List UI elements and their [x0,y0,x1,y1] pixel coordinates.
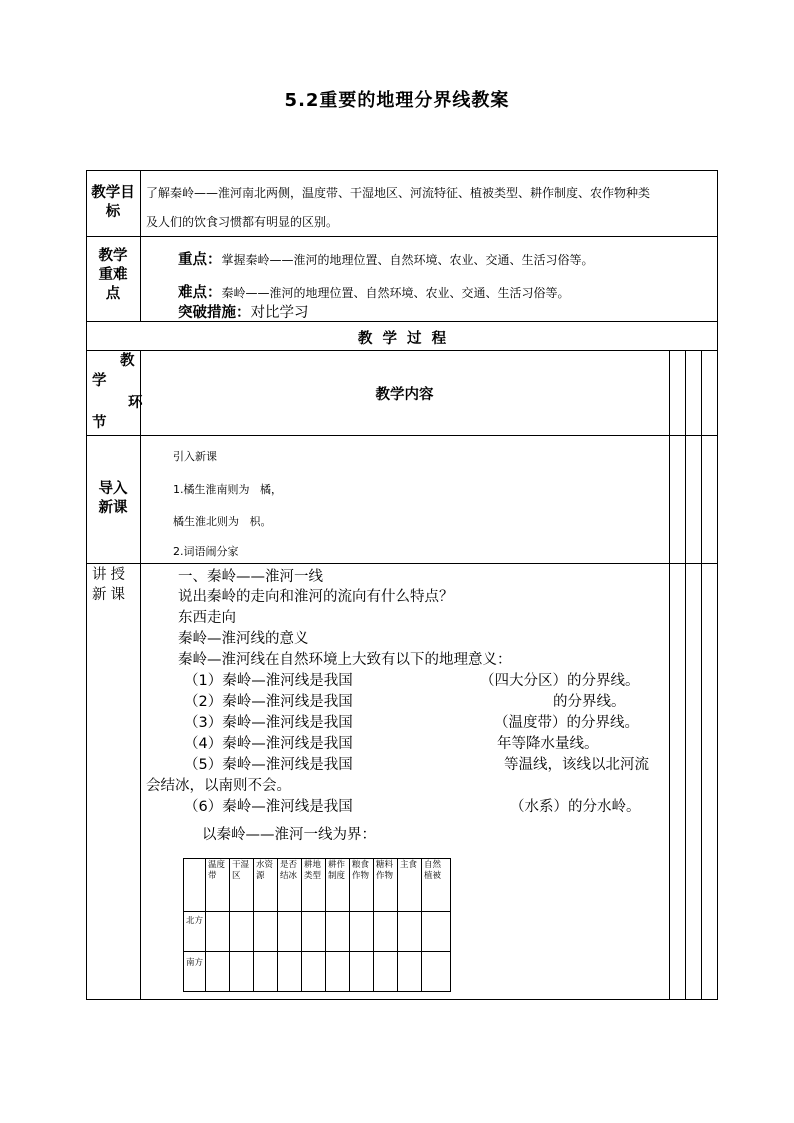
header-cell: 水资源 [254,859,278,912]
difficulty-line [178,281,570,302]
meaning-item-2: （2）秦岭—淮河线是我国 [184,694,353,710]
comparison-row-north [184,912,451,952]
meaning-intro: 秦岭—淮河线在自然环境上大致有以下的地理意义： [178,652,512,668]
meaning-item-5: （5）秦岭—淮河线是我国 [184,757,353,773]
meaning-item-6-tail: （水系）的分水岭。 [510,799,641,815]
header-cell: 自然植被 [422,859,451,912]
intro-line-4: 2.词语闹分家 [173,545,239,558]
lecture-answer: 东西走向 [178,610,236,626]
process-header: 教 学 过 程 [357,331,447,347]
intro-line-1: 引入新课 [173,450,217,463]
meaning-title: 秦岭—淮河线的意义 [178,631,309,647]
meaning-item-4-tail: 年等降水量线。 [497,736,599,752]
boundary-text: 以秦岭——淮河一线为界： [202,827,376,843]
difficulty-label: 难点： [178,285,222,301]
meaning-item-3: （3）秦岭—淮河线是我国 [184,715,353,731]
objectives-line-2: 及人们的饮食习惯都有明显的区别。 [146,215,339,229]
comparison-row-south [184,952,451,992]
header-cell: 耕作制度 [326,859,350,912]
key-point-label: 重点： [178,252,222,268]
corner-cell [184,859,206,912]
objectives-label: 教学目标 [91,185,135,220]
header-cell: 粮食作物 [350,859,374,912]
key-points-label: 教学重难点 [98,248,128,302]
lecture-label: 讲授新课 [92,567,129,603]
header-cell: 耕地类型 [302,859,326,912]
row-label-south: 南方 [184,952,206,992]
meaning-item-5-wrap: 会结冰，以南则不会。 [146,778,291,794]
page-title: 5.2重要的地理分界线教案 [284,90,510,111]
meaning-item-6: （6）秦岭—淮河线是我国 [184,799,353,815]
comparison-header-row [184,859,451,912]
lecture-heading: 一、秦岭——淮河一线 [178,569,323,585]
meaning-item-2-tail: 的分界线。 [553,694,626,710]
row-label-north: 北方 [184,912,206,952]
intro-label: 导入新课 [98,481,128,516]
lecture-question: 说出秦岭的走向和淮河的流向有什么特点？ [178,589,454,605]
meaning-item-1-tail: （四大分区）的分界线。 [480,673,640,689]
header-cell: 是否结冰 [278,859,302,912]
stage-label: 教 学 环 节 [92,353,143,431]
key-point-line [178,248,594,269]
header-cell: 糖料作物 [374,859,398,912]
header-cell: 温度带 [206,859,230,912]
content-header: 教学内容 [375,387,434,403]
header-cell: 主食 [398,859,422,912]
measure-text: 对比学习 [250,305,309,321]
difficulty-text: 秦岭——淮河的地理位置、自然环境、农业、交通、生活习俗等。 [221,286,570,300]
key-point-text: 掌握秦岭——淮河的地理位置、自然环境、农业、交通、生活习俗等。 [221,253,594,267]
meaning-item-5-tail: 等温线，该线以北河流 [504,757,649,773]
comparison-table [183,858,451,992]
intro-line-3: 橘生淮北则为 枳。 [173,515,272,528]
measure-label: 突破措施： [178,305,251,321]
objectives-line-1: 了解秦岭——淮河南北两侧，温度带、干湿地区、河流特征、植被类型、耕作制度、农作物种类 [146,186,651,200]
header-cell: 干湿区 [230,859,254,912]
meaning-item-4: （4）秦岭—淮河线是我国 [184,736,353,752]
intro-line-2: 1.橘生淮南则为 橘， [173,483,282,496]
meaning-item-3-tail: （温度带）的分界线。 [494,715,639,731]
meaning-item-1: （1）秦岭—淮河线是我国 [184,673,353,689]
measure-line [178,301,309,322]
